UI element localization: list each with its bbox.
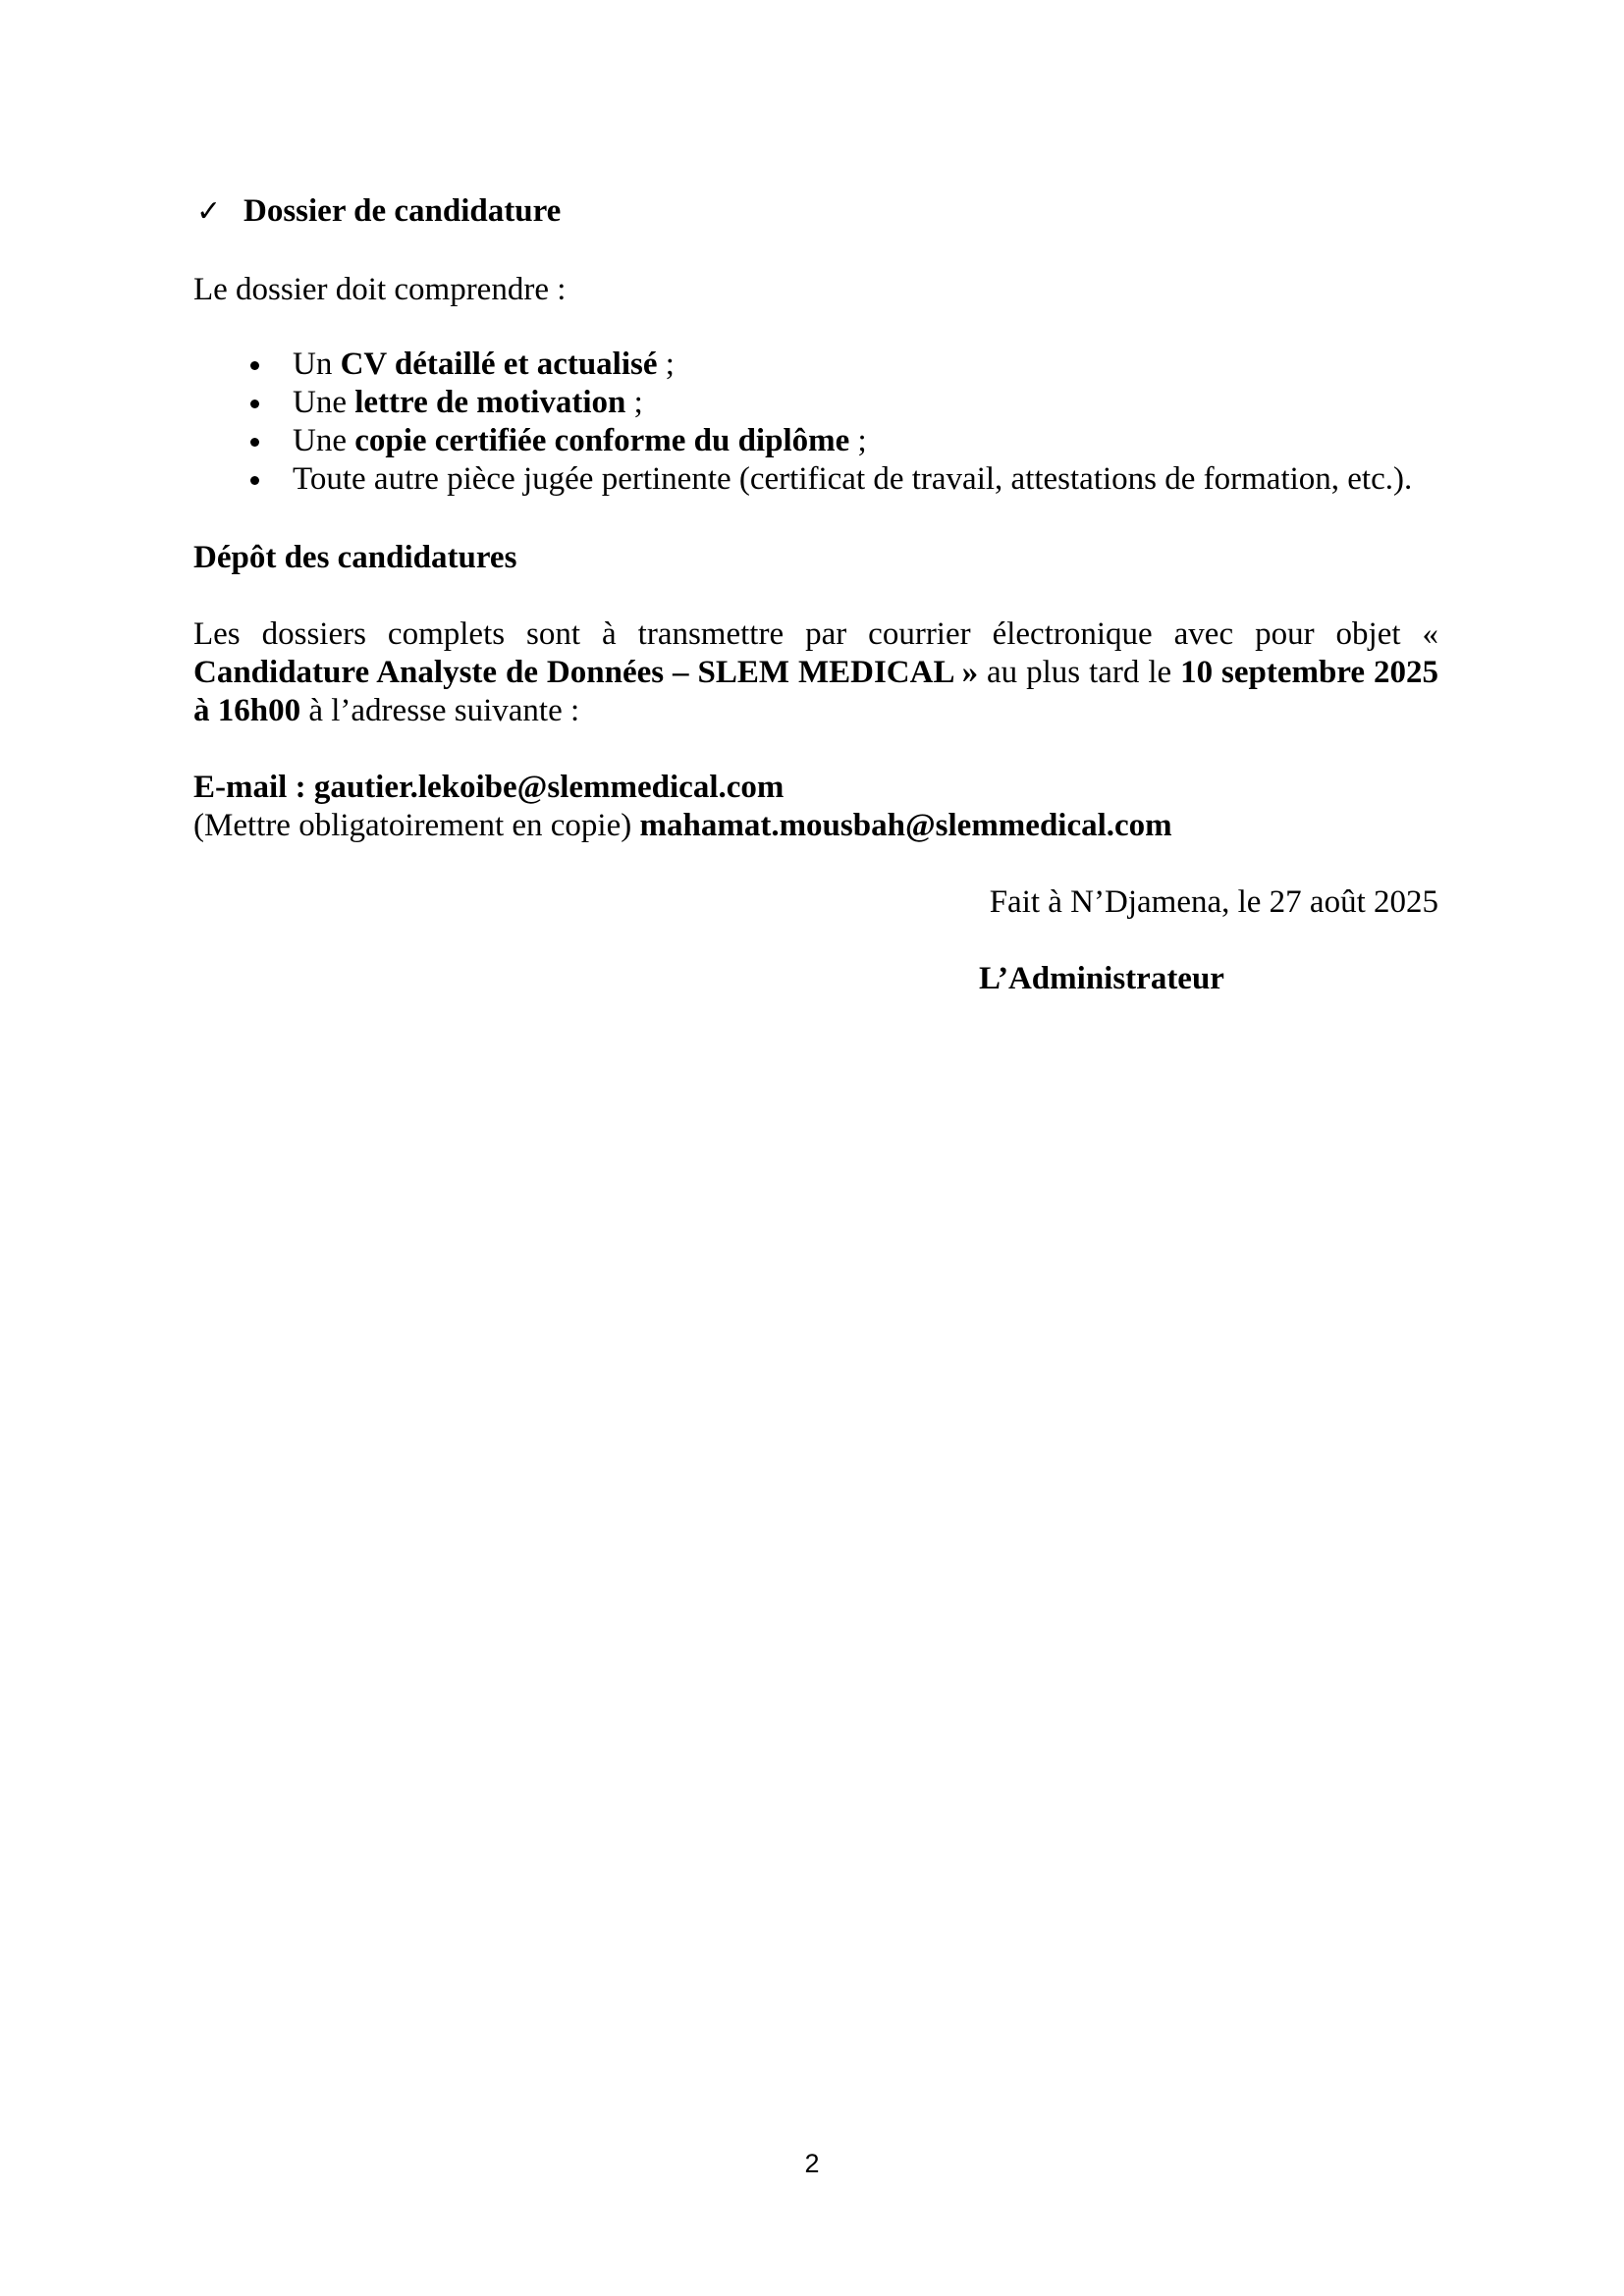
depot-heading-text: Dépôt des candidatures [193, 540, 517, 575]
list-item [293, 422, 1471, 460]
section-heading [196, 192, 1127, 231]
signatory [979, 960, 1470, 998]
copy-note: (Mettre obligatoirement en copie) [193, 808, 640, 843]
list-item-text: ; [849, 423, 867, 458]
list-item [293, 384, 1471, 422]
list-item-emphasis: lettre de motivation [354, 385, 626, 420]
list-item-text: ; [625, 385, 643, 420]
primary-email [193, 769, 1438, 807]
email-subject: Candidature Analyste de Données – SLEM MEDICAL » [193, 655, 979, 690]
list-item-text: Une [293, 423, 355, 458]
list-item [293, 460, 1471, 499]
primary-email-text: E-mail : gautier.lekoibe@slemmedical.com [193, 770, 785, 805]
deadline-date: 10 septembre 2025 [1180, 655, 1438, 690]
list-item [293, 346, 1471, 384]
list-item-emphasis: copie certifiée conforme du diplôme [354, 423, 850, 458]
deadline-time: à 16h00 [193, 693, 301, 728]
intro-text: Le dossier doit comprendre : [193, 272, 567, 307]
check-icon: ✓ [196, 194, 222, 229]
signatory-text: L’Administrateur [979, 961, 1224, 996]
copy-email-line [193, 807, 1438, 845]
list-item-text: ; [657, 347, 675, 382]
list-item-emphasis: CV détaillé et actualisé [340, 347, 658, 382]
depot-heading [193, 539, 1438, 577]
list-item-text: Un [293, 347, 341, 382]
copy-email: mahamat.mousbah@slemmedical.com [639, 808, 1172, 843]
paragraph-text: au plus tard le [978, 655, 1181, 690]
section-heading-text: Dossier de candidature [244, 193, 562, 229]
list-item-text: Toute autre pièce jugée pertinente (certificat de travail, attestations de formation, etc.). [293, 461, 1413, 497]
depot-paragraph [193, 615, 1438, 730]
place-date: Fait à N’Djamena, le 27 août 2025 [989, 884, 1438, 920]
requirements-list [293, 346, 1471, 499]
page-number: 2 [804, 2149, 820, 2178]
list-item-text: Une [293, 385, 355, 420]
paragraph-text: à l’adresse suivante : [300, 693, 580, 728]
paragraph-text: Les dossiers complets sont à transmettre par courrier électronique avec pour objet « [193, 616, 1438, 652]
